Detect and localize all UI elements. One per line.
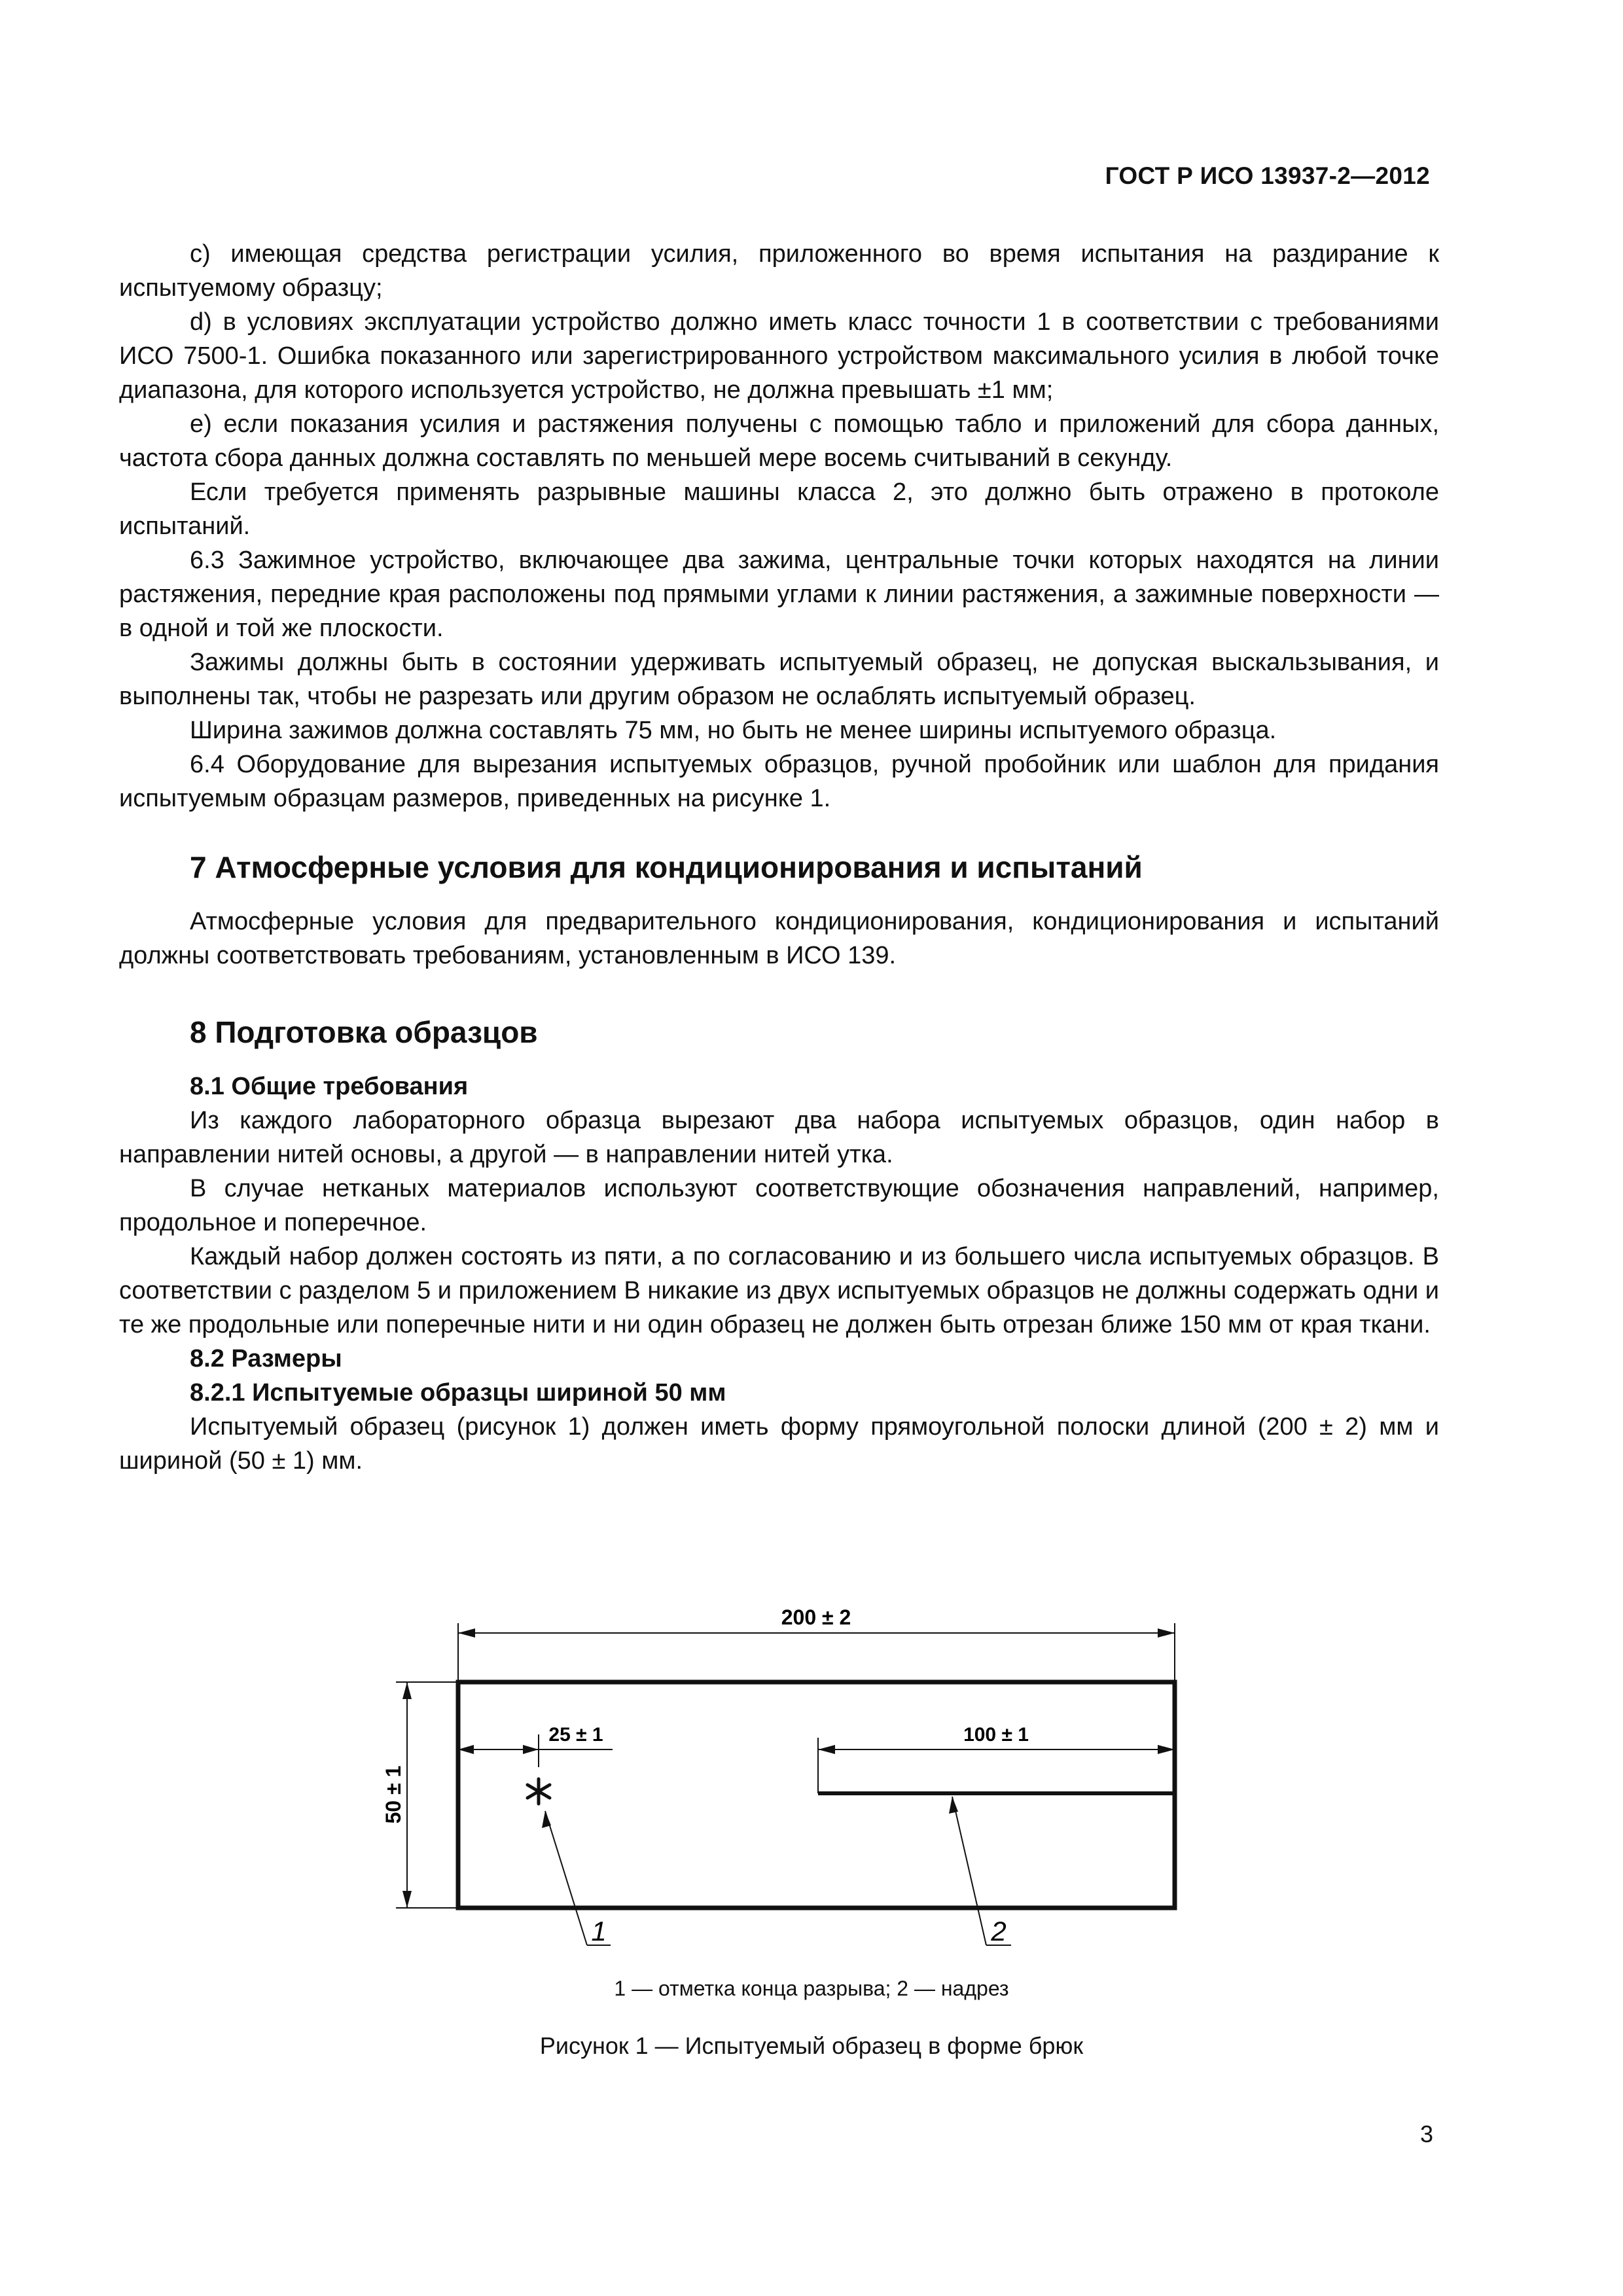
section-7-text: Атмосферные условия для предварительного кондиционирования, кондиционирования и испытаний должны соответствовать требованиям, установленным в ИСО 139. <box>119 908 1439 969</box>
section-7-heading: 7 Атмосферные условия для кондиционирования и испытаний <box>190 850 1143 884</box>
dim-mark-arrow-left <box>458 1745 474 1754</box>
paragraph-8-1-a: Из каждого лабораторного образца вырезают два набора испытуемых образцов, один набор в направлении нитей основы, а другой — в направлении нитей утка. <box>119 1107 1439 1168</box>
dim-slit-arrow-left <box>818 1745 835 1754</box>
section-8-heading: 8 Подготовка образцов <box>190 1015 538 1049</box>
paragraph-d: d) в условиях эксплуатации устройство должно иметь класс точности 1 в соответствии с требованиями ИСО 7500-1. Ошибка показанного или зарегистрированного устройством максимального усилия в любой точке диапазона, для которого используется устройство, не должна превышать ±1 мм; <box>119 308 1439 404</box>
paragraph-clamp-width: Ширина зажимов должна составлять 75 мм, но быть не менее ширины испытуемого образца. <box>190 717 1277 744</box>
dim-mark-arrow-right <box>523 1745 539 1754</box>
tear-end-mark-icon <box>527 1779 550 1804</box>
paragraph-8-1-b: В случае нетканых материалов используют соответствующие обозначения направлений, например, продольное и поперечное. <box>119 1175 1439 1236</box>
dim-width-label: 50 ± 1 <box>382 1765 405 1824</box>
paragraph-8-2-1: Испытуемый образец (рисунок 1) должен иметь форму прямоугольной полоски длиной (200 ± 2) мм и шириной (50 ± 1) мм. <box>119 1413 1439 1475</box>
dim-length-arrow-left <box>458 1628 475 1638</box>
dim-length-label: 200 ± 2 <box>781 1605 851 1629</box>
figure-legend: 1 — отметка конца разрыва; 2 — надрез <box>614 1977 1009 2000</box>
figure-label-1: 1 <box>591 1916 607 1946</box>
dim-width-arrow-bottom <box>402 1891 412 1908</box>
dim-slit-arrow-right <box>1158 1745 1175 1754</box>
paragraph-6-4: 6.4 Оборудование для вырезания испытуемых образцов, ручной пробойник или шаблон для придания испытуемым образцам размеров, приведенных на рисунке 1. <box>119 751 1439 812</box>
paragraph-8-1-c: Каждый набор должен состоять из пяти, а по согласованию и из большего числа испытуемых образцов. В соответствии с разделом 5 и приложением В никакие из двух испытуемых образцов не должны содержать одни и те же продольные или поперечные нити и ни один образец не должен быть отрезан ближе 150 мм от края ткани. <box>119 1243 1439 1338</box>
leader-arrow-2 <box>949 1797 958 1814</box>
paragraph-6-3: 6.3 Зажимное устройство, включающее два зажима, центральные точки которых находятся на линии растяжения, передние края расположены под прямыми углами к линии растяжения, а зажимные поверхности — в одной и той же плоскости. <box>119 547 1439 642</box>
leader-line-2 <box>952 1797 986 1945</box>
figure-caption: Рисунок 1 — Испытуемый образец в форме брюк <box>539 2032 1084 2059</box>
subsection-8-2-heading: 8.2 Размеры <box>190 1345 342 1372</box>
leader-line-1 <box>545 1811 587 1945</box>
dim-mark-label: 25 ± 1 <box>548 1724 603 1746</box>
paragraph-c: c) имеющая средства регистрации усилия, приложенного во время испытания на раздирание к испытуемому образцу; <box>119 240 1439 302</box>
figure-label-2: 2 <box>991 1916 1007 1946</box>
dim-width-arrow-top <box>402 1682 412 1699</box>
dim-length-arrow-right <box>1158 1628 1175 1638</box>
page-number: 3 <box>1419 2121 1433 2147</box>
document-code: ГОСТ Р ИСО 13937-2—2012 <box>1105 162 1430 189</box>
subsection-8-2-1-heading: 8.2.1 Испытуемые образцы шириной 50 мм <box>190 1379 726 1407</box>
paragraph-e: e) если показания усилия и растяжения получены с помощью табло и приложений для сбора данных, частота сбора данных должна составлять по меньшей мере восемь считываний в секунду. <box>119 410 1439 472</box>
subsection-8-1-heading: 8.1 Общие требования <box>190 1073 469 1100</box>
paragraph-clamps: Зажимы должны быть в состоянии удерживать испытуемый образец, не допуская выскальзывания, и выполнены так, чтобы не разрезать или другим образом не ослаблять испытуемый образец. <box>119 649 1439 710</box>
paragraph-class2: Если требуется применять разрывные машины класса 2, это должно быть отражено в протоколе испытаний. <box>119 478 1439 540</box>
dim-slit-label: 100 ± 1 <box>963 1724 1029 1746</box>
